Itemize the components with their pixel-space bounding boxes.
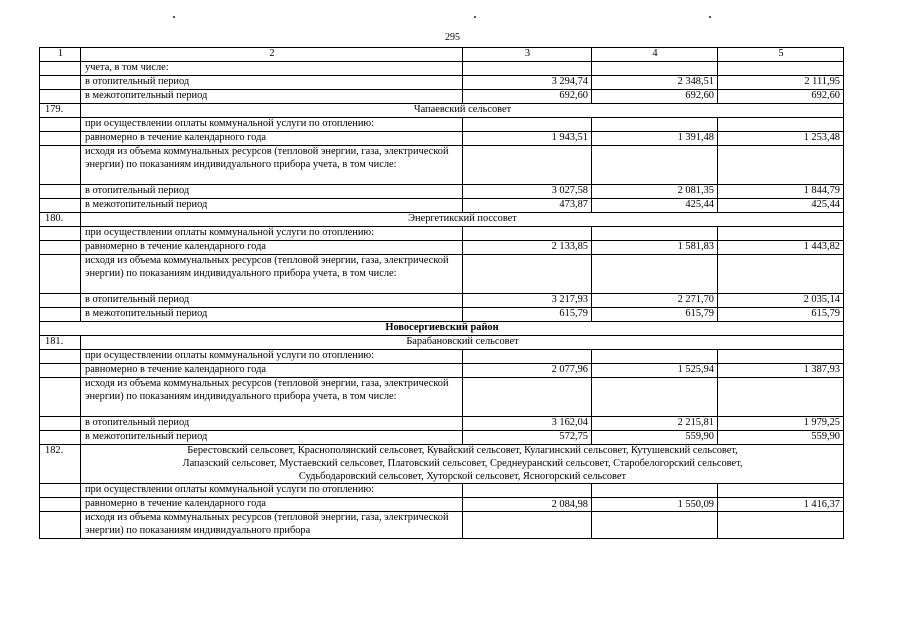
value-cell-col4: 615,79	[592, 308, 718, 322]
table-row	[40, 498, 844, 512]
value-cell-col5	[718, 62, 844, 76]
value-cell-col5: 425,44	[718, 199, 844, 213]
table-row	[40, 294, 844, 308]
value-cell-col5	[718, 146, 844, 185]
index-cell	[40, 364, 81, 378]
row-index: 179.	[40, 104, 81, 118]
value-cell-col5: 1 979,25	[718, 417, 844, 431]
value-cell-col5: 2 111,95	[718, 76, 844, 90]
table-row	[40, 512, 844, 539]
value-cell-col5: 559,90	[718, 431, 844, 445]
row-index: 180.	[40, 213, 81, 227]
value-cell-col4	[592, 62, 718, 76]
scan-speck	[709, 16, 711, 18]
value-cell-col5: 615,79	[718, 308, 844, 322]
value-cell-col5: 1 443,82	[718, 241, 844, 255]
locality-line: Берестовский сельсовет, Краснополянский сельсовет, Кувайский сельсовет, Кулагинский сельсовет, Кутушевский сельсовет,	[187, 445, 738, 456]
value-cell-col3: 2 133,85	[463, 241, 592, 255]
index-cell	[40, 132, 81, 146]
table-row	[40, 255, 844, 294]
description-cell: в отопительный период	[81, 417, 463, 431]
index-cell	[40, 62, 81, 76]
value-cell-col5	[718, 512, 844, 539]
region-name: Новосергиевский район	[40, 322, 844, 336]
value-cell-col3	[463, 62, 592, 76]
value-cell-col4: 2 081,35	[592, 185, 718, 199]
tariff-table	[39, 47, 844, 539]
value-cell-col3	[463, 146, 592, 185]
value-cell-col4	[592, 484, 718, 498]
locality-name: Барабановский сельсовет	[81, 336, 844, 350]
description-cell: учета, в том числе:	[81, 62, 463, 76]
description-cell: в отопительный период	[81, 185, 463, 199]
value-cell-col4: 2 348,51	[592, 76, 718, 90]
value-cell-col3	[463, 378, 592, 417]
value-cell-col5: 1 844,79	[718, 185, 844, 199]
value-cell-col3: 692,60	[463, 90, 592, 104]
value-cell-col5: 1 387,93	[718, 364, 844, 378]
value-cell-col3: 3 294,74	[463, 76, 592, 90]
value-cell-col4: 1 525,94	[592, 364, 718, 378]
value-cell-col5	[718, 118, 844, 132]
region-row	[40, 322, 844, 336]
description-cell: равномерно в течение календарного года	[81, 241, 463, 255]
value-cell-col4: 692,60	[592, 90, 718, 104]
value-cell-col4	[592, 227, 718, 241]
table-row	[40, 90, 844, 104]
value-cell-col5	[718, 378, 844, 417]
index-cell	[40, 484, 81, 498]
table-row	[40, 308, 844, 322]
value-cell-col5: 1 416,37	[718, 498, 844, 512]
value-cell-col4: 2 271,70	[592, 294, 718, 308]
table-row	[40, 364, 844, 378]
value-cell-col3: 615,79	[463, 308, 592, 322]
value-cell-col4	[592, 512, 718, 539]
locality-line: Лапазский сельсовет, Мустаевский сельсовет, Платовский сельсовет, Среднеуранский сельсовет, Старобелогорский сельсовет,	[182, 457, 743, 469]
value-cell-col3	[463, 227, 592, 241]
scan-speck	[173, 16, 175, 18]
page-number: 295	[445, 32, 460, 43]
value-cell-col5: 692,60	[718, 90, 844, 104]
value-cell-col3	[463, 484, 592, 498]
index-cell	[40, 199, 81, 213]
index-cell	[40, 378, 81, 417]
description-cell: в отопительный период	[81, 294, 463, 308]
value-cell-col4: 1 391,48	[592, 132, 718, 146]
table-row	[40, 146, 844, 185]
index-cell	[40, 350, 81, 364]
value-cell-col3: 2 084,98	[463, 498, 592, 512]
index-cell	[40, 498, 81, 512]
value-cell-col4: 2 215,81	[592, 417, 718, 431]
description-cell: в межотопительный период	[81, 308, 463, 322]
index-cell	[40, 185, 81, 199]
locality-row	[40, 336, 844, 350]
table-row	[40, 484, 844, 498]
value-cell-col5	[718, 484, 844, 498]
value-cell-col4: 559,90	[592, 431, 718, 445]
description-cell: равномерно в течение календарного года	[81, 498, 463, 512]
value-cell-col4: 1 550,09	[592, 498, 718, 512]
value-cell-col3: 1 943,51	[463, 132, 592, 146]
table-row	[40, 350, 844, 364]
table-row	[40, 378, 844, 417]
table-row	[40, 76, 844, 90]
description-cell: равномерно в течение календарного года	[81, 132, 463, 146]
locality-names	[81, 445, 844, 484]
description-cell: исходя из объема коммунальных ресурсов (тепловой энергии, газа, электрической энергии) по показаниям индивидуального прибора учета, в том числе:	[81, 146, 463, 185]
index-cell	[40, 146, 81, 185]
locality-row	[40, 213, 844, 227]
locality-name: Чапаевский сельсовет	[81, 104, 844, 118]
row-index: 181.	[40, 336, 81, 350]
value-cell-col3	[463, 512, 592, 539]
table-row	[40, 417, 844, 431]
table-header-row	[40, 48, 844, 62]
index-cell	[40, 417, 81, 431]
column-header: 2	[81, 48, 463, 62]
table-row	[40, 227, 844, 241]
value-cell-col5	[718, 350, 844, 364]
value-cell-col3	[463, 255, 592, 294]
value-cell-col3	[463, 118, 592, 132]
description-cell: в межотопительный период	[81, 199, 463, 213]
index-cell	[40, 512, 81, 539]
table-row	[40, 185, 844, 199]
value-cell-col4	[592, 350, 718, 364]
index-cell	[40, 241, 81, 255]
description-cell: исходя из объема коммунальных ресурсов (тепловой энергии, газа, электрической энергии) по показаниям индивидуального прибора учета, в том числе:	[81, 255, 463, 294]
value-cell-col3: 572,75	[463, 431, 592, 445]
description-cell: при осуществлении оплаты коммунальной услуги по отоплению:	[81, 227, 463, 241]
index-cell	[40, 118, 81, 132]
description-cell: в межотопительный период	[81, 90, 463, 104]
row-index: 182.	[40, 445, 81, 484]
value-cell-col5: 1 253,48	[718, 132, 844, 146]
table-row	[40, 199, 844, 213]
locality-row	[40, 445, 844, 484]
value-cell-col4: 425,44	[592, 199, 718, 213]
column-header: 4	[592, 48, 718, 62]
locality-name: Энергетикский поссовет	[81, 213, 844, 227]
value-cell-col4	[592, 118, 718, 132]
table-row	[40, 62, 844, 76]
value-cell-col5: 2 035,14	[718, 294, 844, 308]
value-cell-col5	[718, 255, 844, 294]
value-cell-col3: 3 027,58	[463, 185, 592, 199]
description-cell: при осуществлении оплаты коммунальной услуги по отоплению:	[81, 350, 463, 364]
value-cell-col3: 3 217,93	[463, 294, 592, 308]
value-cell-col3: 3 162,04	[463, 417, 592, 431]
index-cell	[40, 294, 81, 308]
tariff-table-body	[40, 48, 844, 539]
table-row	[40, 118, 844, 132]
column-header: 5	[718, 48, 844, 62]
value-cell-col3: 2 077,96	[463, 364, 592, 378]
description-cell: при осуществлении оплаты коммунальной услуги по отоплению:	[81, 484, 463, 498]
value-cell-col5	[718, 227, 844, 241]
value-cell-col3	[463, 350, 592, 364]
index-cell	[40, 431, 81, 445]
locality-line: Судьбодаровский сельсовет, Хуторской сельсовет, Ясногорский сельсовет	[298, 470, 627, 482]
description-cell: исходя из объема коммунальных ресурсов (тепловой энергии, газа, электрической энергии) по показаниям индивидуального прибора	[81, 512, 463, 539]
description-cell: равномерно в течение календарного года	[81, 364, 463, 378]
description-cell: в отопительный период	[81, 76, 463, 90]
column-header: 3	[463, 48, 592, 62]
index-cell	[40, 255, 81, 294]
scan-speck	[474, 16, 476, 18]
locality-row	[40, 104, 844, 118]
description-cell: при осуществлении оплаты коммунальной услуги по отоплению:	[81, 118, 463, 132]
value-cell-col4	[592, 255, 718, 294]
value-cell-col4	[592, 146, 718, 185]
description-cell: исходя из объема коммунальных ресурсов (тепловой энергии, газа, электрической энергии) по показаниям индивидуального прибора учета, в том числе:	[81, 378, 463, 417]
description-cell: в межотопительный период	[81, 431, 463, 445]
index-cell	[40, 308, 81, 322]
index-cell	[40, 90, 81, 104]
table-row	[40, 431, 844, 445]
value-cell-col4	[592, 378, 718, 417]
value-cell-col3: 473,87	[463, 199, 592, 213]
column-header: 1	[40, 48, 81, 62]
index-cell	[40, 227, 81, 241]
table-row	[40, 132, 844, 146]
table-row	[40, 241, 844, 255]
value-cell-col4: 1 581,83	[592, 241, 718, 255]
index-cell	[40, 76, 81, 90]
